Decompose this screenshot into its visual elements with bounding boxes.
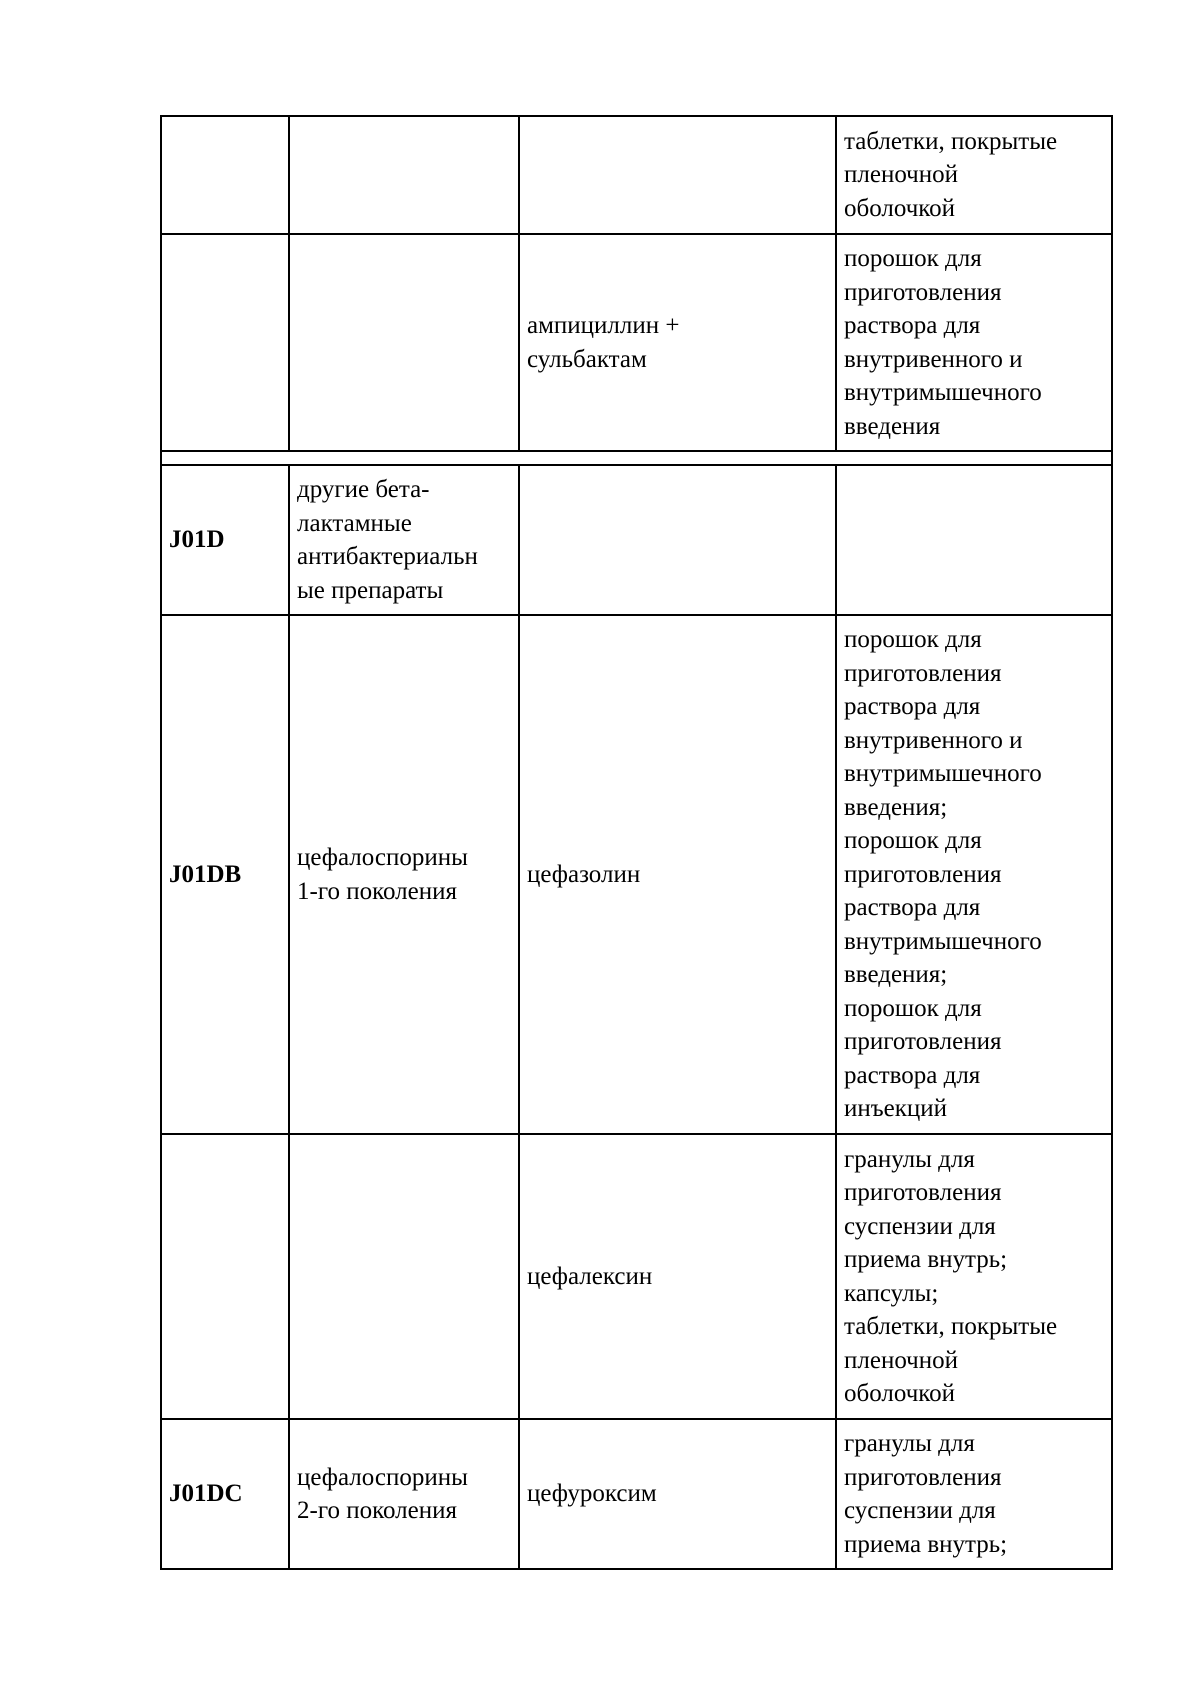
substance-cell: цефалексин xyxy=(519,1134,836,1419)
substance-cell: цефуроксим xyxy=(519,1419,836,1569)
atc-code-cell: J01D xyxy=(161,465,289,615)
group-cell xyxy=(289,116,519,234)
substance-cell: цефазолин xyxy=(519,615,836,1134)
substance-cell: ампициллин + сульбактам xyxy=(519,234,836,451)
table-row xyxy=(161,1419,1112,1569)
drug-table xyxy=(160,115,1113,1570)
dosage-form-cell: гранулы для приготовления суспензии для приема внутрь; xyxy=(836,1419,1112,1569)
atc-code-cell xyxy=(161,116,289,234)
group-cell xyxy=(289,234,519,451)
dosage-form-cell: порошок для приготовления раствора для внутривенного и внутримышечного введения; порошок для приготовления раствора для внутримышечного введения; порошок для приготовления раствора для инъекций xyxy=(836,615,1112,1134)
table-spacer-row xyxy=(161,451,1112,465)
atc-code-cell xyxy=(161,1134,289,1419)
table-row xyxy=(161,465,1112,615)
substance-cell xyxy=(519,116,836,234)
dosage-form-cell: порошок для приготовления раствора для внутривенного и внутримышечного введения xyxy=(836,234,1112,451)
atc-code-cell xyxy=(161,234,289,451)
atc-code-cell: J01DC xyxy=(161,1419,289,1569)
dosage-form-cell xyxy=(836,465,1112,615)
dosage-form-cell: таблетки, покрытые пленочной оболочкой xyxy=(836,116,1112,234)
table-row xyxy=(161,1134,1112,1419)
atc-code-cell: J01DB xyxy=(161,615,289,1134)
table-row xyxy=(161,615,1112,1134)
group-cell: цефалоспорины 1-го поколения xyxy=(289,615,519,1134)
table-row xyxy=(161,234,1112,451)
group-cell xyxy=(289,1134,519,1419)
spacer-cell xyxy=(161,451,1112,465)
substance-cell xyxy=(519,465,836,615)
table-row xyxy=(161,116,1112,234)
dosage-form-cell: гранулы для приготовления суспензии для приема внутрь; капсулы; таблетки, покрытые пленочной оболочкой xyxy=(836,1134,1112,1419)
group-cell: другие бета- лактамные антибактериальн ые препараты xyxy=(289,465,519,615)
group-cell: цефалоспорины 2-го поколения xyxy=(289,1419,519,1569)
